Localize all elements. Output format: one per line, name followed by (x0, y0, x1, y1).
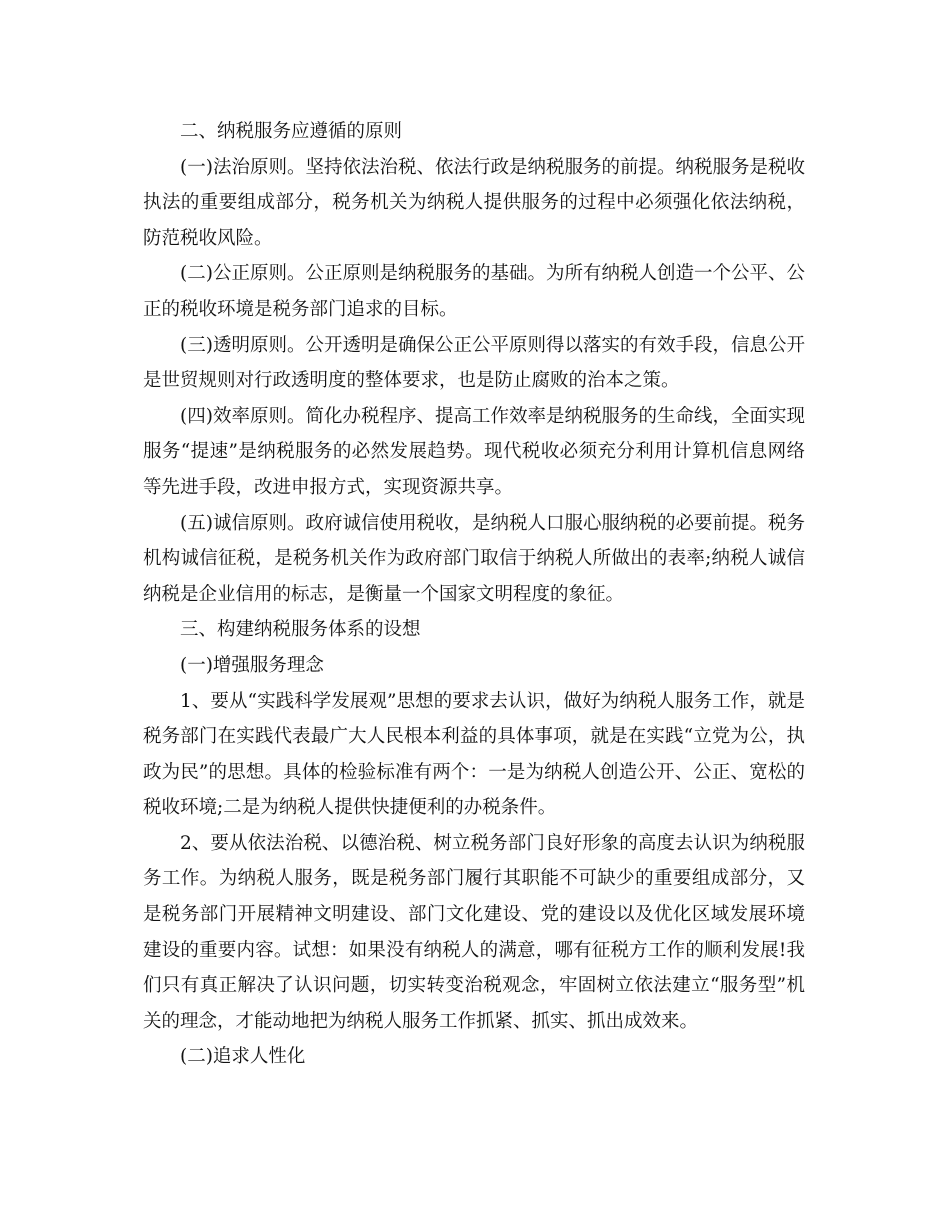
paragraph-rule-of-law: (一)法治原则。坚持依法治税、依法行政是纳税服务的前提。纳税服务是税收执法的重要组成部分，税务机关为纳税人提供服务的过程中必须强化依法纳税，防范税收风险。 (143, 156, 805, 249)
section-heading-principles: 二、纳税服务应遵循的原则 (180, 121, 403, 142)
paragraph-fairness: (二)公正原则。公正原则是纳税服务的基础。为所有纳税人创造一个公平、公正的税收环境是税务部门追求的目标。 (143, 263, 805, 320)
subheading-humanization: (二)追求人性化 (180, 1046, 306, 1068)
subheading-service-concept: (一)增强服务理念 (180, 654, 324, 676)
document-body (143, 114, 805, 1075)
paragraph-point-2: 2、要从依法治税、以德治税、树立税务部门良好形象的高度去认识为纳税服务工作。为纳税人服务，既是税务部门履行其职能不可缺少的重要组成部分，又是税务部门开展精神文明建设、部门文化建设、党的建设以及优化区域发展环境建设的重要内容。试想：如果没有纳税人的满意，哪有征税方工作的顺利发展!我们只有真正解决了认识问题，切实转变治税观念，牢固树立依法建立“服务型”机关的理念，才能动地把为纳税人服务工作抓紧、抓实、抓出成效来。 (143, 832, 805, 1032)
paragraph-integrity: (五)诚信原则。政府诚信使用税收，是纳税人口服心服纳税的必要前提。税务机构诚信征税，是税务机关作为政府部门取信于纳税人所做出的表率;纳税人诚信纳税是企业信用的标志，是衡量一个国家文明程度的象征。 (143, 512, 805, 605)
section-heading-system: 三、构建纳税服务体系的设想 (180, 619, 421, 641)
paragraph-transparency: (三)透明原则。公开透明是确保公正公平原则得以落实的有效手段，信息公开是世贸规则对行政透明度的整体要求，也是防止腐败的治本之策。 (143, 334, 805, 392)
paragraph-efficiency: (四)效率原则。简化办税程序、提高工作效率是纳税服务的生命线，全面实现服务“提速”是纳税服务的必然发展趋势。现代税收必须充分利用计算机信息网络等先进手段，改进申报方式，实现资源共享。 (143, 405, 805, 498)
paragraph-point-1: 1、要从“实践科学发展观”思想的要求去认识，做好为纳税人服务工作，就是税务部门在实践代表最广大人民根本利益的具体事项，就是在实践“立党为公，执政为民”的思想。具体的检验标准有两个：一是为纳税人创造公开、公正、宽松的税收环境;二是为纳税人提供快捷便利的办税条件。 (143, 690, 805, 819)
